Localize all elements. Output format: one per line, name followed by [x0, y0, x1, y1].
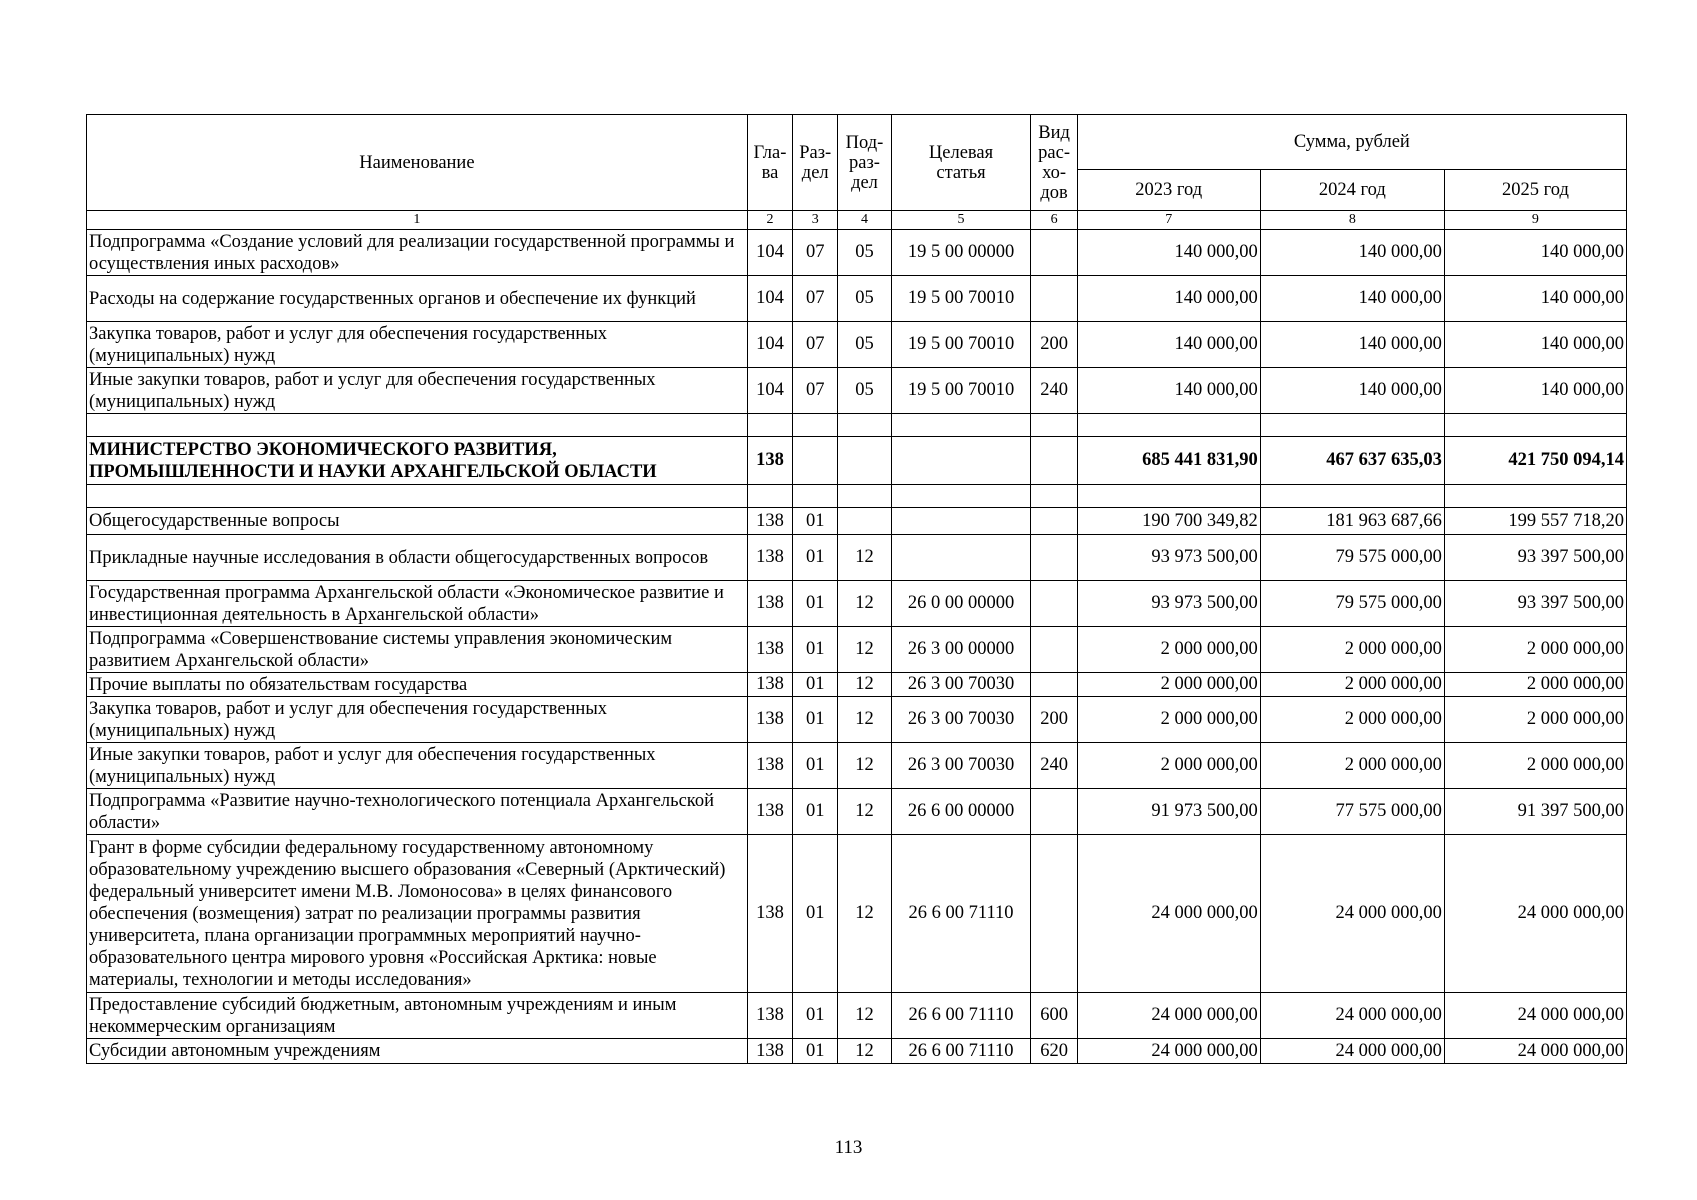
row-sum-2025: 93 397 500,00	[1444, 535, 1626, 581]
row-sum-2025	[1444, 414, 1626, 437]
header-vid: Вид рас- хо- дов	[1031, 115, 1077, 211]
table-row	[87, 581, 1627, 627]
row-razdel: 01	[793, 508, 838, 535]
row-vid	[1031, 835, 1077, 993]
row-sum-2023	[1077, 414, 1260, 437]
row-sum-2024: 140 000,00	[1260, 230, 1444, 276]
row-vid	[1031, 789, 1077, 835]
row-razdel: 07	[793, 276, 838, 322]
column-number: 9	[1444, 211, 1626, 230]
row-name: Подпрограмма «Создание условий для реализации государственной программы и осуществления иных расходов»	[87, 230, 748, 276]
row-vid: 240	[1031, 743, 1077, 789]
row-name: Общегосударственные вопросы	[87, 508, 748, 535]
header-summa: Сумма, рублей	[1077, 115, 1626, 170]
row-podrazdel: 12	[838, 835, 891, 993]
row-celevaya: 19 5 00 00000	[891, 230, 1031, 276]
table-row	[87, 697, 1627, 743]
row-sum-2024: 77 575 000,00	[1260, 789, 1444, 835]
header-podrazdel: Под- раз- дел	[838, 115, 891, 211]
row-sum-2023: 140 000,00	[1077, 230, 1260, 276]
row-sum-2023: 2 000 000,00	[1077, 627, 1260, 673]
row-celevaya: 26 6 00 71110	[891, 835, 1031, 993]
table-row	[87, 230, 1627, 276]
table-row	[87, 789, 1627, 835]
row-glava: 138	[747, 581, 792, 627]
row-glava: 138	[747, 1039, 792, 1064]
column-number: 4	[838, 211, 891, 230]
column-number: 6	[1031, 211, 1077, 230]
row-sum-2025	[1444, 485, 1626, 508]
header-celevaya: Целевая статья	[891, 115, 1031, 211]
row-sum-2024: 24 000 000,00	[1260, 835, 1444, 993]
row-name: Иные закупки товаров, работ и услуг для обеспечения государственных (муниципальных) нужд	[87, 368, 748, 414]
row-sum-2023: 140 000,00	[1077, 322, 1260, 368]
row-razdel: 01	[793, 535, 838, 581]
row-podrazdel: 12	[838, 673, 891, 697]
row-sum-2024: 2 000 000,00	[1260, 627, 1444, 673]
row-sum-2025: 93 397 500,00	[1444, 581, 1626, 627]
row-razdel: 07	[793, 368, 838, 414]
row-celevaya	[891, 535, 1031, 581]
budget-table	[86, 114, 1627, 1064]
row-razdel: 01	[793, 993, 838, 1039]
table-row	[87, 535, 1627, 581]
row-razdel: 07	[793, 230, 838, 276]
row-glava: 138	[747, 437, 792, 485]
row-celevaya: 19 5 00 70010	[891, 276, 1031, 322]
row-celevaya	[891, 414, 1031, 437]
row-celevaya: 26 3 00 70030	[891, 697, 1031, 743]
row-vid	[1031, 673, 1077, 697]
table-row	[87, 414, 1627, 437]
row-sum-2024: 2 000 000,00	[1260, 743, 1444, 789]
row-name: Иные закупки товаров, работ и услуг для обеспечения государственных (муниципальных) нужд	[87, 743, 748, 789]
row-vid	[1031, 535, 1077, 581]
row-name: Закупка товаров, работ и услуг для обеспечения государственных (муниципальных) нужд	[87, 697, 748, 743]
row-podrazdel	[838, 414, 891, 437]
row-sum-2025: 2 000 000,00	[1444, 743, 1626, 789]
row-sum-2025: 2 000 000,00	[1444, 673, 1626, 697]
row-glava: 104	[747, 368, 792, 414]
row-sum-2025: 140 000,00	[1444, 230, 1626, 276]
table-row	[87, 627, 1627, 673]
row-celevaya: 26 3 00 70030	[891, 743, 1031, 789]
row-glava: 138	[747, 535, 792, 581]
row-razdel	[793, 414, 838, 437]
row-podrazdel: 12	[838, 581, 891, 627]
row-name: Грант в форме субсидии федеральному государственному автономному образовательному учреждению высшего образования «Северный (Арктический) федеральный университет имени М.В. Ломоносова» в целях финансового обеспечения (возмещения) затрат по реализации программы развития университета, плана организации программных мероприятий научно-образовательного центра мирового уровня «Российская Арктика: новые материалы, технологии и методы исследования»	[87, 835, 748, 993]
row-sum-2025: 2 000 000,00	[1444, 627, 1626, 673]
row-glava: 104	[747, 322, 792, 368]
row-glava: 138	[747, 627, 792, 673]
row-sum-2024: 140 000,00	[1260, 276, 1444, 322]
row-sum-2024	[1260, 485, 1444, 508]
row-celevaya: 26 3 00 70030	[891, 673, 1031, 697]
row-sum-2023: 93 973 500,00	[1077, 581, 1260, 627]
row-vid: 600	[1031, 993, 1077, 1039]
header-glava: Гла- ва	[747, 115, 792, 211]
row-name: Закупка товаров, работ и услуг для обеспечения государственных (муниципальных) нужд	[87, 322, 748, 368]
row-sum-2025: 199 557 718,20	[1444, 508, 1626, 535]
row-name: Государственная программа Архангельской области «Экономическое развитие и инвестиционная деятельность в Архангельской области»	[87, 581, 748, 627]
row-glava: 138	[747, 993, 792, 1039]
row-celevaya	[891, 485, 1031, 508]
row-celevaya: 19 5 00 70010	[891, 322, 1031, 368]
row-sum-2025: 140 000,00	[1444, 368, 1626, 414]
row-podrazdel: 12	[838, 789, 891, 835]
row-sum-2023: 140 000,00	[1077, 368, 1260, 414]
row-vid	[1031, 627, 1077, 673]
row-vid: 240	[1031, 368, 1077, 414]
row-name: Предоставление субсидий бюджетным, автономным учреждениям и иным некоммерческим организациям	[87, 993, 748, 1039]
table-row	[87, 508, 1627, 535]
row-vid	[1031, 276, 1077, 322]
row-name: Прикладные научные исследования в области общегосударственных вопросов	[87, 535, 748, 581]
row-celevaya: 26 6 00 71110	[891, 1039, 1031, 1064]
row-podrazdel: 12	[838, 1039, 891, 1064]
table-row	[87, 437, 1627, 485]
row-podrazdel: 05	[838, 322, 891, 368]
row-glava: 138	[747, 835, 792, 993]
header-razdel: Раз- дел	[793, 115, 838, 211]
row-name	[87, 414, 748, 437]
row-sum-2023: 140 000,00	[1077, 276, 1260, 322]
row-glava: 138	[747, 789, 792, 835]
row-podrazdel	[838, 485, 891, 508]
row-vid	[1031, 581, 1077, 627]
row-name: Субсидии автономным учреждениям	[87, 1039, 748, 1064]
row-celevaya: 26 6 00 00000	[891, 789, 1031, 835]
column-numbers-row	[87, 211, 1627, 230]
page-number: 113	[834, 1137, 863, 1158]
row-sum-2023: 93 973 500,00	[1077, 535, 1260, 581]
header-year-2025: 2025 год	[1444, 170, 1626, 211]
row-celevaya: 26 3 00 00000	[891, 627, 1031, 673]
table-row	[87, 485, 1627, 508]
row-podrazdel: 12	[838, 535, 891, 581]
column-number: 3	[793, 211, 838, 230]
row-sum-2024: 2 000 000,00	[1260, 697, 1444, 743]
row-celevaya	[891, 437, 1031, 485]
row-vid	[1031, 485, 1077, 508]
column-number: 2	[747, 211, 792, 230]
column-number: 5	[891, 211, 1031, 230]
row-podrazdel: 05	[838, 276, 891, 322]
table-row	[87, 276, 1627, 322]
row-razdel: 01	[793, 581, 838, 627]
row-sum-2024: 140 000,00	[1260, 322, 1444, 368]
row-sum-2025: 140 000,00	[1444, 276, 1626, 322]
row-podrazdel: 12	[838, 993, 891, 1039]
row-glava: 104	[747, 276, 792, 322]
row-celevaya: 26 6 00 71110	[891, 993, 1031, 1039]
row-vid: 620	[1031, 1039, 1077, 1064]
row-vid: 200	[1031, 697, 1077, 743]
header-name: Наименование	[87, 115, 748, 211]
header-year-2023: 2023 год	[1077, 170, 1260, 211]
row-vid: 200	[1031, 322, 1077, 368]
row-razdel: 01	[793, 743, 838, 789]
row-sum-2023: 685 441 831,90	[1077, 437, 1260, 485]
row-sum-2023: 190 700 349,82	[1077, 508, 1260, 535]
row-razdel: 01	[793, 697, 838, 743]
row-vid	[1031, 437, 1077, 485]
row-sum-2025: 421 750 094,14	[1444, 437, 1626, 485]
column-number: 7	[1077, 211, 1260, 230]
row-sum-2023: 24 000 000,00	[1077, 1039, 1260, 1064]
row-razdel: 01	[793, 627, 838, 673]
row-razdel: 07	[793, 322, 838, 368]
row-sum-2023: 2 000 000,00	[1077, 673, 1260, 697]
row-sum-2023: 24 000 000,00	[1077, 835, 1260, 993]
row-sum-2023: 24 000 000,00	[1077, 993, 1260, 1039]
row-sum-2025: 24 000 000,00	[1444, 1039, 1626, 1064]
row-razdel	[793, 437, 838, 485]
row-sum-2024: 24 000 000,00	[1260, 1039, 1444, 1064]
row-sum-2024: 79 575 000,00	[1260, 581, 1444, 627]
row-glava: 138	[747, 743, 792, 789]
row-razdel: 01	[793, 673, 838, 697]
row-celevaya: 19 5 00 70010	[891, 368, 1031, 414]
row-sum-2023: 2 000 000,00	[1077, 743, 1260, 789]
table-row	[87, 368, 1627, 414]
row-glava: 138	[747, 697, 792, 743]
row-sum-2024: 140 000,00	[1260, 368, 1444, 414]
row-podrazdel: 12	[838, 627, 891, 673]
row-sum-2024: 24 000 000,00	[1260, 993, 1444, 1039]
table-row	[87, 322, 1627, 368]
row-razdel	[793, 485, 838, 508]
row-razdel: 01	[793, 1039, 838, 1064]
row-vid	[1031, 230, 1077, 276]
row-podrazdel: 12	[838, 697, 891, 743]
row-glava: 138	[747, 508, 792, 535]
row-sum-2025: 24 000 000,00	[1444, 993, 1626, 1039]
row-sum-2024: 79 575 000,00	[1260, 535, 1444, 581]
table-row	[87, 743, 1627, 789]
row-sum-2025: 24 000 000,00	[1444, 835, 1626, 993]
row-sum-2024: 2 000 000,00	[1260, 673, 1444, 697]
row-podrazdel	[838, 437, 891, 485]
row-razdel: 01	[793, 835, 838, 993]
row-celevaya: 26 0 00 00000	[891, 581, 1031, 627]
row-name: Подпрограмма «Совершенствование системы управления экономическим развитием Архангельской области»	[87, 627, 748, 673]
row-podrazdel: 05	[838, 368, 891, 414]
table-row	[87, 835, 1627, 993]
row-sum-2025: 2 000 000,00	[1444, 697, 1626, 743]
header-year-2024: 2024 год	[1260, 170, 1444, 211]
row-sum-2025: 140 000,00	[1444, 322, 1626, 368]
row-sum-2023: 2 000 000,00	[1077, 697, 1260, 743]
row-name	[87, 485, 748, 508]
row-sum-2024: 181 963 687,66	[1260, 508, 1444, 535]
row-sum-2025: 91 397 500,00	[1444, 789, 1626, 835]
row-glava: 104	[747, 230, 792, 276]
row-name: Прочие выплаты по обязательствам государства	[87, 673, 748, 697]
column-number: 1	[87, 211, 748, 230]
row-vid	[1031, 508, 1077, 535]
header-row	[87, 115, 1627, 170]
row-podrazdel	[838, 508, 891, 535]
row-sum-2024: 467 637 635,03	[1260, 437, 1444, 485]
row-sum-2023: 91 973 500,00	[1077, 789, 1260, 835]
row-glava: 138	[747, 673, 792, 697]
row-sum-2023	[1077, 485, 1260, 508]
column-number: 8	[1260, 211, 1444, 230]
row-podrazdel: 05	[838, 230, 891, 276]
row-name: Подпрограмма «Развитие научно-технологического потенциала Архангельской области»	[87, 789, 748, 835]
row-name: МИНИСТЕРСТВО ЭКОНОМИЧЕСКОГО РАЗВИТИЯ, ПРОМЫШЛЕННОСТИ И НАУКИ АРХАНГЕЛЬСКОЙ ОБЛАСТИ	[87, 437, 748, 485]
table-row	[87, 993, 1627, 1039]
row-sum-2024	[1260, 414, 1444, 437]
row-podrazdel: 12	[838, 743, 891, 789]
table-row	[87, 673, 1627, 697]
row-glava	[747, 414, 792, 437]
table-row	[87, 1039, 1627, 1064]
row-vid	[1031, 414, 1077, 437]
row-glava	[747, 485, 792, 508]
row-name: Расходы на содержание государственных органов и обеспечение их функций	[87, 276, 748, 322]
row-celevaya	[891, 508, 1031, 535]
row-razdel: 01	[793, 789, 838, 835]
